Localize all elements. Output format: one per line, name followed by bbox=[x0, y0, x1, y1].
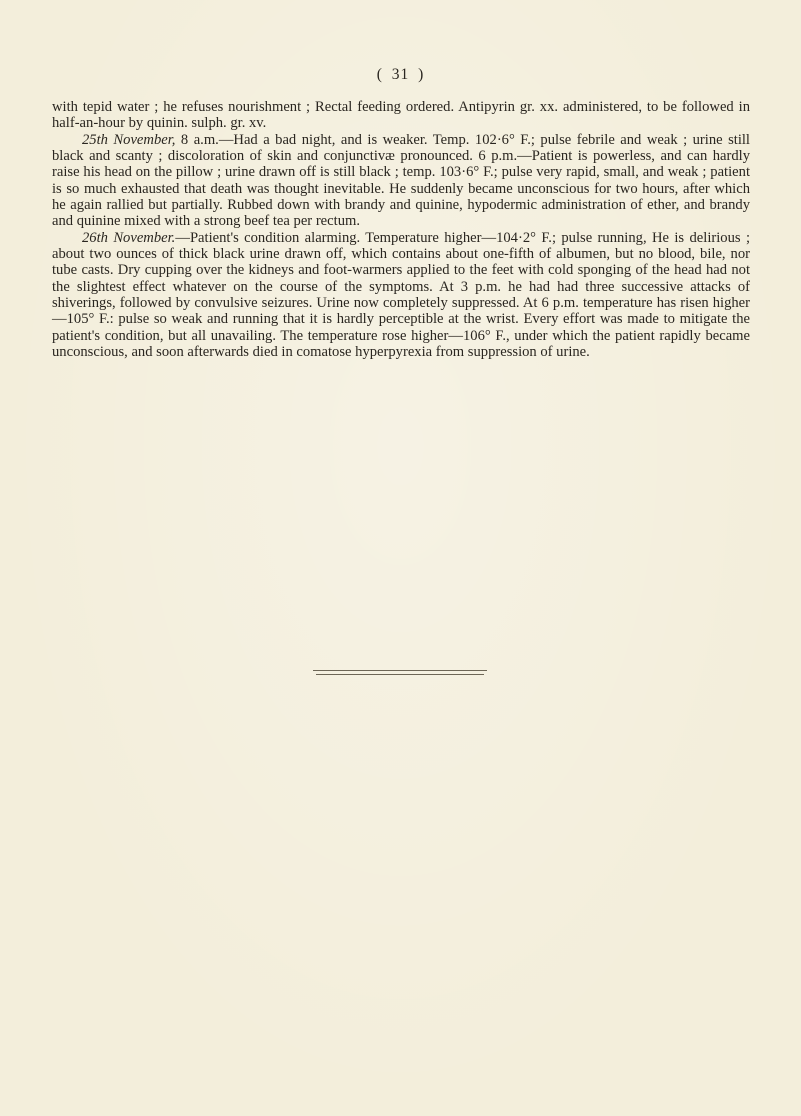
paragraph-date: 26th November. bbox=[82, 229, 176, 246]
paragraph-26th-november bbox=[52, 230, 750, 361]
paragraph-text: —Patient's condition alarming. Temperature higher—104·2° F.; pulse running, He is delirious ; about two ounces of thick black urine drawn off, which contains about one-fifth of albumen, but no blood, bile, nor tube casts. Dry cupping over the kidneys and foot-warmers applied to the feet with cold sponging of the head had not the slightest effect whatever on the course of the symptoms. At 3 p.m. he had had three successive attacks of shiverings, followed by convulsive seizures. Urine now completely suppressed. At 6 p.m. temperature has risen higher—105° F.: pulse so weak and running that it is hardly perceptible at the wrist. Every effort was made to mitigate the patient's condition, but all unavailing. The temperature rose higher—106° F., under which the patient rapidly became unconscious, and soon afterwards died in comatose hyperpyrexia from suppression of urine. bbox=[52, 229, 751, 361]
page-number: ( 31 ) bbox=[376, 66, 425, 83]
paragraph-text: 8 a.m.—Had a bad night, and is weaker. Temp. 102·6° F.; pulse febrile and weak ; urine still black and scanty ; discoloration of skin and conjunctivæ pronounced. 6 p.m.—Patient is powerless, and can hardly raise his head on the pillow ; urine drawn off is still black ; temp. 103·6° F.; pulse very rapid, small, and weak ; patient is so much exhausted that death was thought inevitable. He suddenly became unconscious for two hours, after which he again rallied but partially. Rubbed down with brandy and quinine, hypodermic administration of ether, and brandy and quinine mixed with a strong beef tea per rectum. bbox=[52, 131, 750, 230]
paragraph-continuation bbox=[52, 99, 750, 132]
paragraph-25th-november bbox=[52, 132, 750, 230]
paragraph-text: with tepid water ; he refuses nourishment ; Rectal feeding ordered. Antipyrin gr. xx. administered, to be followed in half-an-hour by quinin. sulph. gr. xv. bbox=[52, 99, 750, 132]
paragraph-date: 25th November, bbox=[82, 131, 176, 148]
body-text bbox=[52, 99, 750, 361]
section-divider-top bbox=[313, 670, 487, 671]
section-divider-bottom bbox=[316, 674, 484, 675]
